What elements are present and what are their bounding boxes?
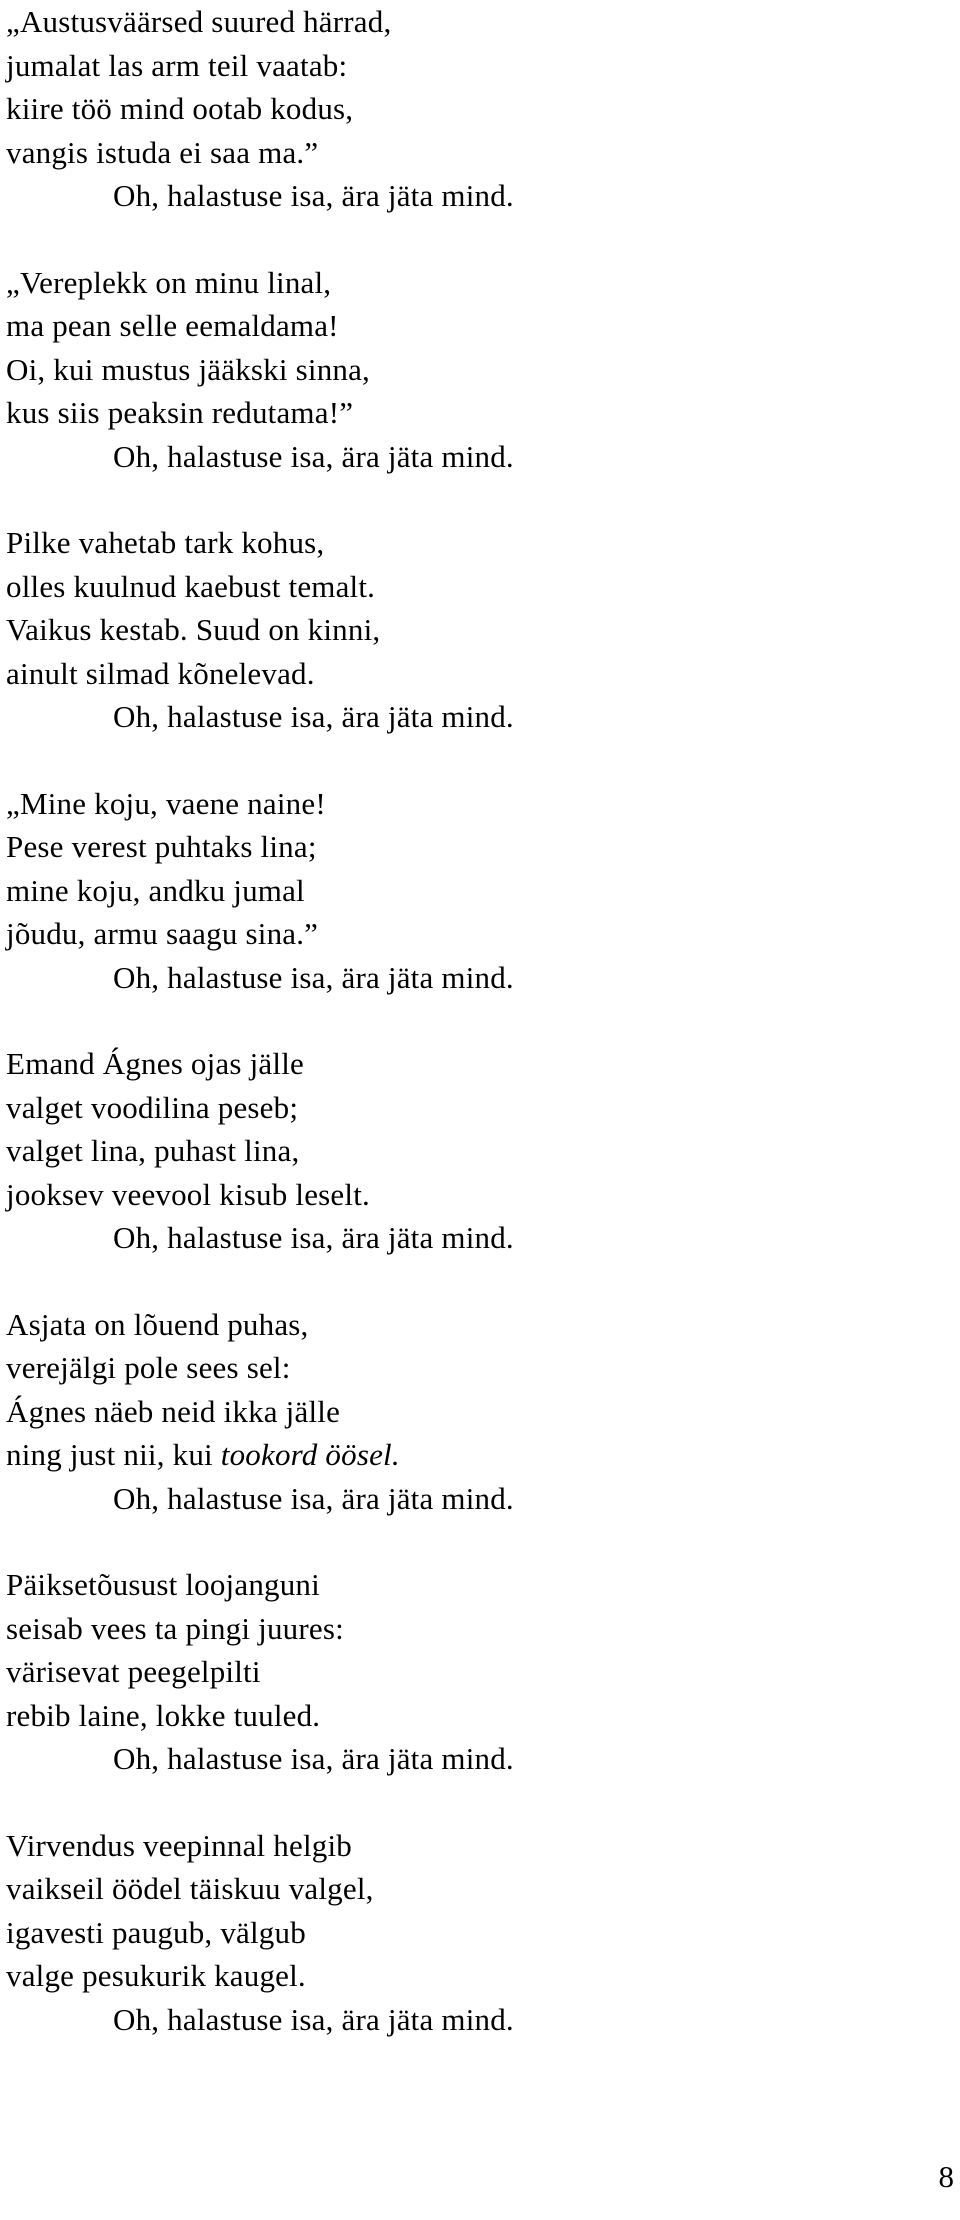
verse-line: valge pesukurik kaugel. [6,1958,306,1993]
verse-line-mixed [6,1433,946,1477]
verse-line: olles kuulnud kaebust temalt. [6,568,376,604]
verse-line: valget lina, puhast lina, [6,1133,300,1168]
page-number: 8 [938,2159,954,2194]
verse-line: rebib laine, lokke tuuled. [6,1697,321,1733]
stanza-6 [6,1303,946,1521]
refrain-line: Oh, halastuse isa, ära jäta mind. [113,178,514,213]
stanza-3 [6,521,946,739]
verse-line: „Vereplekk on minu linal, [6,264,332,300]
verse-line: vangis istuda ei saa ma.” [6,134,319,170]
verse-line: Päiksetõusust loojanguni [6,1567,320,1602]
verse-line: mine koju, andku jumal [6,872,305,908]
stanza-7 [6,1563,946,1781]
verse-line: jõudu, armu saagu sina.” [6,916,319,951]
verse-line: Vaikus kestab. Suud on kinni, [6,612,381,647]
verse-line-prefix: ning just nii, kui [6,1437,221,1472]
verse-line: ma pean selle eemaldama! [6,308,339,343]
stanza-4 [6,782,946,1000]
verse-line-italic: tookord öösel. [220,1437,400,1472]
verse-line: seisab vees ta pingi juures: [6,1610,344,1646]
verse-line: Emand Ágnes ojas jälle [6,1046,304,1081]
verse-line: jumalat las arm teil vaatab: [6,47,348,83]
verse-line: Asjata on lõuend puhas, [6,1306,309,1342]
verse-line: Oi, kui mustus jääkski sinna, [6,351,371,387]
verse-line: verejälgi pole sees sel: [6,1350,291,1385]
verse-line: valget voodilina peseb; [6,1089,299,1125]
verse-line: Virvendus veepinnal helgib [6,1827,352,1863]
refrain-line: Oh, halastuse isa, ära jäta mind. [113,438,514,474]
verse-line: Ágnes näeb neid ikka jälle [6,1393,341,1429]
refrain-line: Oh, halastuse isa, ära jäta mind. [113,959,514,995]
stanza-2 [6,261,946,479]
verse-line: Pilke vahetab tark kohus, [6,525,325,560]
verse-line: „Austusväärsed suured härrad, [6,4,392,39]
refrain-line: Oh, halastuse isa, ära jäta mind. [113,2001,514,2037]
verse-line: ainult silmad kõnelevad. [6,655,315,691]
verse-line: jooksev veevool kisub leselt. [6,1176,370,1212]
verse-line: „Mine koju, vaene naine! [6,785,326,821]
verse-line: kiire töö mind ootab kodus, [6,91,354,126]
stanza-5 [6,1042,946,1260]
refrain-line: Oh, halastuse isa, ära jäta mind. [113,1741,514,1776]
refrain-line: Oh, halastuse isa, ära jäta mind. [113,1480,514,1516]
verse-line: vaikseil öödel täiskuu valgel, [6,1871,374,1906]
verse-line: kus siis peaksin redutama!” [6,395,354,430]
verse-line: igavesti paugub, välgub [6,1914,306,1950]
refrain-line: Oh, halastuse isa, ära jäta mind. [113,1220,514,1255]
verse-line: värisevat peegelpilti [6,1654,261,1689]
poem [6,0,946,2084]
refrain-line: Oh, halastuse isa, ära jäta mind. [113,699,514,734]
stanza-1 [6,0,946,218]
verse-line: Pese verest puhtaks lina; [6,829,317,864]
stanza-8 [6,1824,946,2042]
